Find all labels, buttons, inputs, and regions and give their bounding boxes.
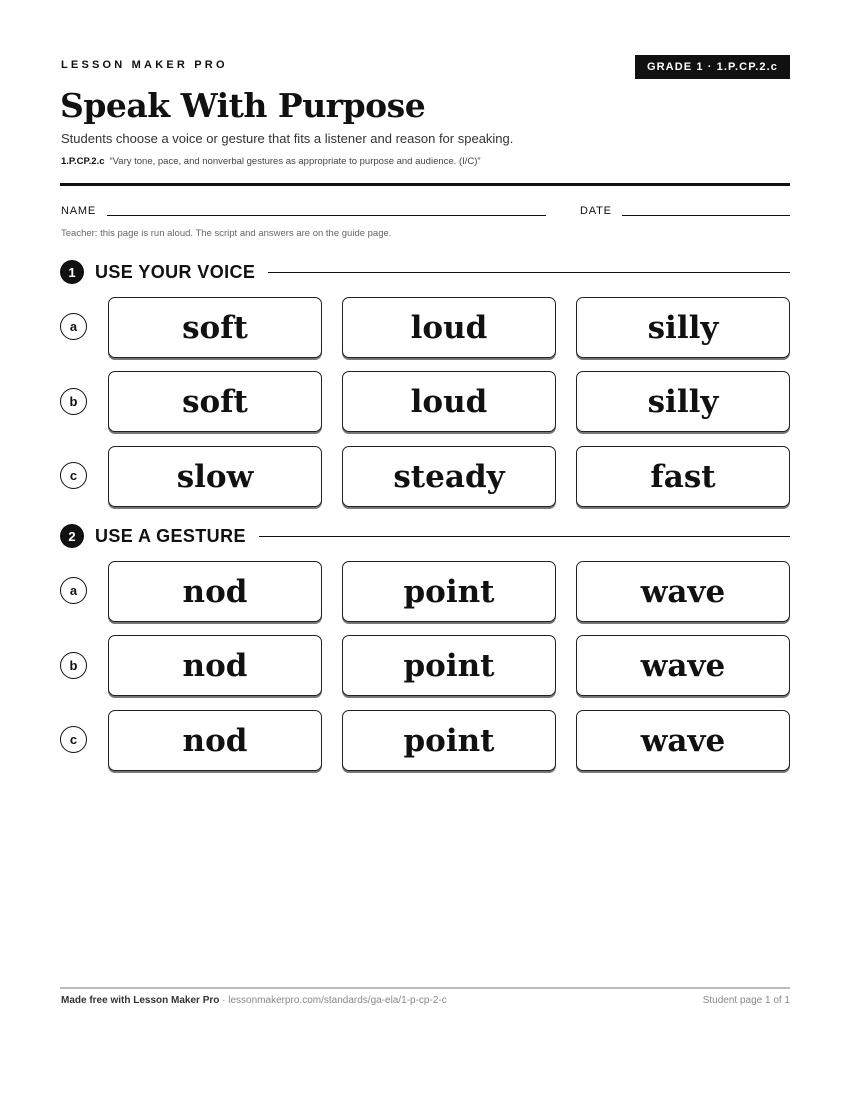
choice-card[interactable]: fast xyxy=(576,446,790,507)
standard-line xyxy=(61,156,481,167)
name-field[interactable] xyxy=(107,215,546,216)
row-label-a: a xyxy=(60,577,87,604)
section-divider xyxy=(259,536,790,537)
section-divider xyxy=(268,272,790,273)
section-title: USE YOUR VOICE xyxy=(95,261,256,282)
page-title: Speak With Purpose xyxy=(60,86,426,125)
footer-page-number: Student page 1 of 1 xyxy=(702,995,790,1006)
choice-card[interactable]: point xyxy=(342,710,556,771)
choice-card[interactable]: nod xyxy=(108,561,322,622)
section-header-voice xyxy=(60,260,790,284)
choice-card[interactable]: loud xyxy=(342,371,556,432)
choice-card[interactable]: slow xyxy=(108,446,322,507)
choice-card[interactable]: wave xyxy=(576,635,790,696)
choice-card[interactable]: soft xyxy=(108,297,322,358)
choice-card[interactable]: wave xyxy=(576,561,790,622)
section-number: 2 xyxy=(60,524,84,548)
name-label: NAME xyxy=(61,205,96,217)
footer-made-with: Made free with Lesson Maker Pro xyxy=(61,995,220,1006)
standard-code: 1.P.CP.2.c xyxy=(61,156,105,167)
section-header-gesture xyxy=(60,524,790,548)
row-label-c: c xyxy=(60,462,87,489)
choice-card[interactable]: nod xyxy=(108,710,322,771)
row-label-b: b xyxy=(60,652,87,679)
grade-badge: GRADE 1 · 1.P.CP.2.c xyxy=(635,55,790,79)
choice-card[interactable]: loud xyxy=(342,297,556,358)
section-number: 1 xyxy=(60,260,84,284)
choice-card[interactable]: point xyxy=(342,635,556,696)
row-label-c: c xyxy=(60,726,87,753)
page-subtitle: Students choose a voice or gesture that fits a listener and reason for speaking. xyxy=(61,131,514,146)
choice-card[interactable]: soft xyxy=(108,371,322,432)
header-divider xyxy=(60,183,790,186)
footer-divider xyxy=(60,987,790,989)
date-field[interactable] xyxy=(622,215,790,216)
choice-card[interactable]: point xyxy=(342,561,556,622)
footer-link[interactable]: · lessonmakerpro.com/standards/ga-ela/1-p-cp-2-c xyxy=(219,995,447,1006)
row-label-b: b xyxy=(60,388,87,415)
teacher-note: Teacher: this page is run aloud. The script and answers are on the guide page. xyxy=(61,228,392,239)
date-label: DATE xyxy=(580,205,612,217)
section-title: USE A GESTURE xyxy=(95,525,246,546)
choice-card[interactable]: wave xyxy=(576,710,790,771)
row-label-a: a xyxy=(60,313,87,340)
choice-card[interactable]: silly xyxy=(576,297,790,358)
footer-credit xyxy=(61,995,447,1006)
choice-card[interactable]: steady xyxy=(342,446,556,507)
choice-card[interactable]: silly xyxy=(576,371,790,432)
choice-card[interactable]: nod xyxy=(108,635,322,696)
brand-label: LESSON MAKER PRO xyxy=(61,59,228,71)
standard-text: “Vary tone, pace, and nonverbal gestures as appropriate to purpose and audience. (I/C)” xyxy=(109,156,481,167)
